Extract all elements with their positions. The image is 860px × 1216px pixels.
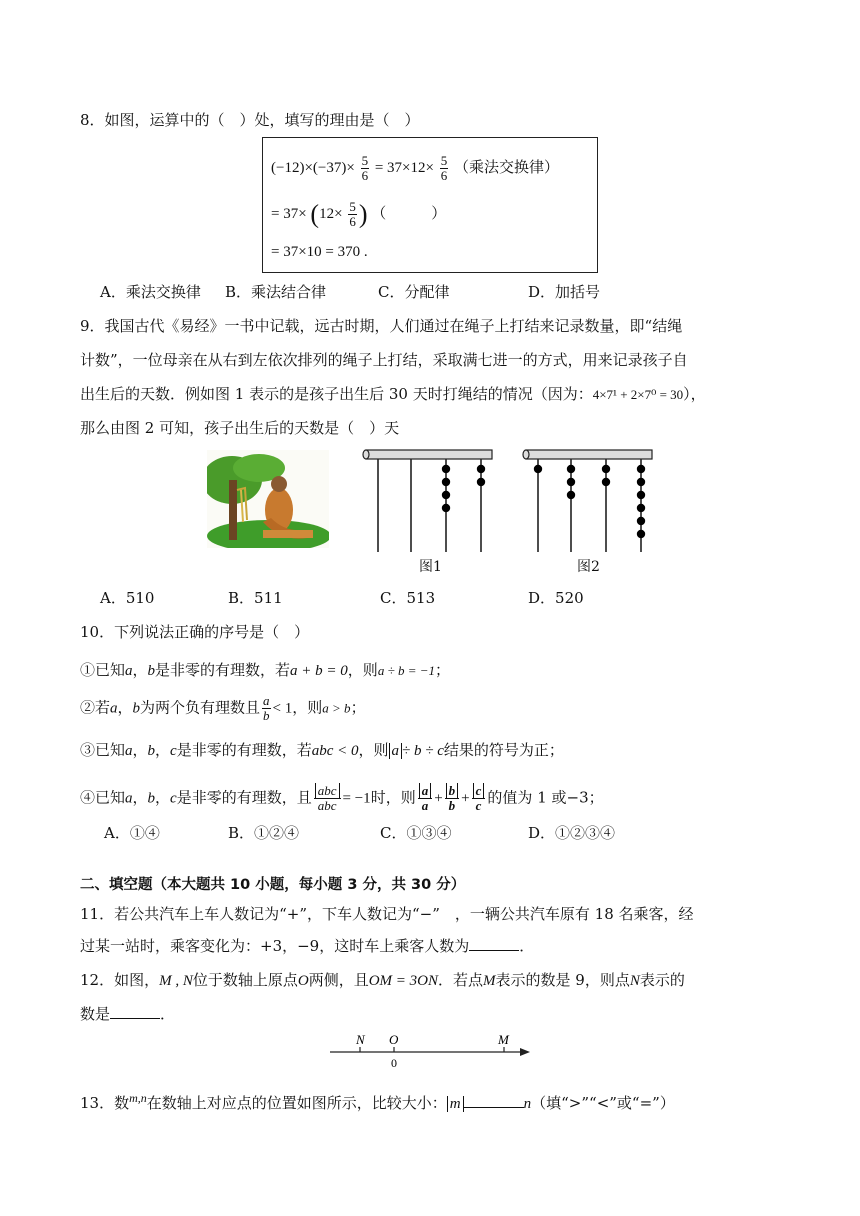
fig2-knot [637,504,645,512]
q8-option-b: B．乘法结合律 [225,283,327,301]
fig1-knot [477,465,485,473]
q9-knot-tying-illustration [207,450,329,548]
q8-fraction-1: $\frac{5}{6}$ [361,153,369,183]
q8-box-line3: = 37×10 = 370 . [271,244,368,260]
q11-answer-blank[interactable] [469,936,519,951]
q10-option-d: D．①②③④ [528,824,616,842]
q8-left-paren: ( [310,199,320,229]
q8-box-reason-1: （乘法交换律） [453,157,559,176]
fig1-knot [442,465,450,473]
fig1-knot [442,504,450,512]
q8-box-line2 [271,200,446,229]
q10-statement-1: ①已知a，b是非零的有理数，若a + b = 0，则a ÷ b = −1； [80,661,451,679]
q12-answer-blank[interactable] [110,1004,160,1019]
q9-fig1-caption: 图1 [419,559,442,575]
q13-line: 13．数$^{m,n}$在数轴上对应点的位置如图所示，比较大小： m n（填“>”“<”或“=”） [80,1091,675,1112]
q9-line3-end: ）， [683,385,706,403]
q8-box-line1 [271,154,559,183]
q10-fraction-abs-c: $\frac{c}{c}$ [472,784,486,813]
fig2-knot [637,530,645,538]
q8-option-d: D．加括号 [528,283,601,301]
q10-fraction-abs-b: $\frac{b}{b}$ [445,784,460,813]
q10-fraction-a-over-b: $\frac{a}{b}$ [263,693,270,723]
q9-figure-2 [520,446,656,556]
q10-option-a: A．①④ [104,824,160,842]
fig2-knot [637,478,645,486]
fig1-knot [442,491,450,499]
q10-fraction-abs-abc: $\frac{\text{abc}}{\text{abc}}$ [314,784,341,813]
q9-formula: 4×7¹ + 2×7⁰ = 30 [592,387,684,402]
fig2-knot [637,465,645,473]
label-n: N [356,1032,365,1047]
q13-answer-blank[interactable] [464,1093,524,1108]
q10-statement-4: ④已知a，b，c是非零的有理数，且 $\frac{\text{abc}}{\text{abc}}$ = −1时，则 $\frac{a}{a}$ + $\frac{b}{b}$ + $\frac{c}{c}$ 的值为 1 或−3； [80,783,604,813]
q10-abs-a: a [389,743,403,759]
q9-option-c: C．513 [380,589,436,607]
q8-box-line1-mid: = 37×12× [374,159,434,176]
q13-abs-m: m [447,1096,464,1112]
q9-option-b: B．511 [228,589,283,607]
axis-arrow [520,1048,530,1056]
q9-line3 [80,384,706,405]
q8-calculation-box [262,137,598,273]
section-2-title: 二、填空题（本大题共 10 小题，每小题 3 分，共 30 分） [80,877,466,893]
q12-line2: 数是 ． [80,1005,176,1023]
q8-fraction-3: $\frac{5}{6}$ [349,199,356,229]
q10-statement-2: ②若a，b为两个负有理数且 $\frac{a}{b}$ < 1，则a > b； [80,693,366,723]
fig2-knot [602,478,610,486]
fig2-knot [637,517,645,525]
fig2-knot [567,491,575,499]
q12-line1: 12．如图，M , N位于数轴上原点O两侧，且OM = 3ON．若点M表示的数是 9，则点N表示的 [80,971,685,989]
q8-option-c: C．分配律 [378,283,450,301]
q12-number-line [326,1028,536,1070]
label-o: O [389,1032,399,1047]
q8-right-paren: ) [358,199,368,229]
label-m: M [498,1032,509,1047]
fig2-rope-bar [526,450,652,459]
fig1-knot [477,478,485,486]
fig1-knot [442,478,450,486]
q10-option-c: C．①③④ [380,824,452,842]
q8-box-reason-2: （ ） [371,203,447,222]
fig1-rope-bar [366,450,492,459]
q8-option-a: A．乘法交换律 [100,283,201,301]
fig2-knot [637,491,645,499]
q9-option-a: A．510 [100,589,155,607]
q8-stem: 8．如图，运算中的（ ）处，填写的理由是（ ） [80,111,420,129]
q8-fraction-2: $\frac{5}{6}$ [440,153,448,183]
fig2-knot [567,465,575,473]
q8-box-line2-inner: 12× [319,205,343,222]
q9-line4: 那么由图 2 可知，孩子出生后的天数是（ ）天 [80,419,400,437]
fig2-knot [567,478,575,486]
fig2-knot [534,465,542,473]
q10-statement-3: ③已知a，b，c是非零的有理数，若abc < 0，则 a ÷ b ÷ c结果的符号为正； [80,741,564,759]
q9-line3-text: 出生后的天数．例如图 1 表示的是孩子出生后 30 天时打绳结的情况（因为： [80,385,593,403]
q10-fraction-abs-a: $\frac{a}{a}$ [418,784,433,813]
q8-box-line1-left: (−12)×(−37)× [271,159,355,176]
q8-box-line2-left: = 37× [271,205,307,222]
fig2-strings [534,459,645,552]
q10-stem: 10．下列说法正确的序号是（ ） [80,623,310,641]
q9-fig2-caption: 图2 [577,559,600,575]
q10-option-b: B．①②④ [228,824,300,842]
q11-line2: 过某一站时，乘客变化为：+3，−9，这时车上乘客人数为 ． [80,937,535,955]
q9-figure-1 [360,446,496,556]
q9-option-d: D．520 [528,589,584,607]
q9-line1: 9．我国古代《易经》一书中记载，远古时期，人们通过在绳子上打结来记录数量，即“结绳 [80,317,683,335]
label-zero: 0 [391,1056,397,1070]
q11-line1: 11．若公共汽车上车人数记为“+”，下车人数记为“−” ，一辆公共汽车原有 18 名乘客，经 [80,905,694,923]
q9-line2: 计数”，一位母亲在从右到左依次排列的绳子上打结，采取满七进一的方式，用来记录孩子自 [80,351,688,369]
fig2-knot [602,465,610,473]
fig1-strings [378,459,485,552]
